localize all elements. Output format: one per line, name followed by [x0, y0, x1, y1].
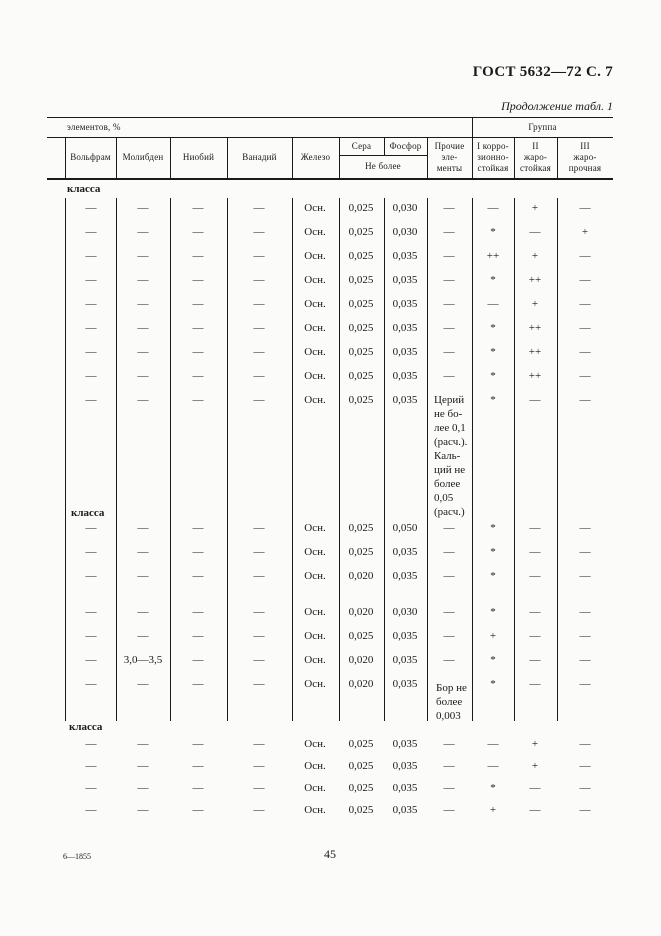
cell-other: —: [443, 522, 455, 534]
cell-phosphorus: 0,035: [392, 394, 418, 406]
cell-molybdenum: —: [137, 226, 149, 238]
header-sulfur: Сера: [351, 141, 372, 151]
cell-group3: —: [579, 782, 591, 794]
cell-sulfur: 0,025: [348, 226, 374, 238]
cell-vanadium: —: [253, 274, 265, 286]
cell-phosphorus: 0,035: [392, 782, 418, 794]
cell-vanadium: —: [253, 804, 265, 816]
cell-vanadium: —: [253, 298, 265, 310]
cell-tungsten: —: [85, 738, 97, 750]
header-niobium: Ниобий: [182, 152, 215, 162]
cell-niobium: —: [192, 346, 204, 358]
cell-group2: —: [529, 394, 541, 406]
cell-tungsten: —: [85, 394, 97, 406]
cell-niobium: —: [192, 606, 204, 618]
cell-group3: —: [579, 654, 591, 666]
cell-tungsten: —: [85, 606, 97, 618]
cell-molybdenum: —: [137, 370, 149, 382]
cell-sulfur: 0,025: [348, 546, 374, 558]
cell-niobium: —: [192, 226, 204, 238]
cell-phosphorus: 0,035: [392, 654, 418, 666]
header-tungsten: Вольфрам: [70, 152, 111, 162]
cell-niobium: —: [192, 522, 204, 534]
cell-niobium: —: [192, 274, 204, 286]
cell-sulfur: 0,025: [348, 298, 374, 310]
header-molybdenum: Молибден: [122, 152, 164, 162]
cell-molybdenum: —: [137, 630, 149, 642]
cell-group1: *: [490, 226, 496, 238]
cell-iron: Осн.: [304, 738, 326, 750]
cell-group1: *: [490, 370, 496, 382]
cell-phosphorus: 0,035: [392, 322, 418, 334]
cell-phosphorus: 0,035: [392, 346, 418, 358]
cell-group2: ++: [528, 370, 542, 382]
header-group3-2: жаро-: [573, 152, 597, 162]
cell-molybdenum: —: [137, 606, 149, 618]
cell-group2: +: [531, 202, 539, 214]
steel-composition-table: [47, 117, 613, 816]
cell-group2: ++: [528, 274, 542, 286]
cell-sulfur: 0,025: [348, 370, 374, 382]
cell-molybdenum: 3,0—3,5: [123, 654, 163, 666]
cell-sulfur: 0,025: [348, 202, 374, 214]
cell-iron: Осн.: [304, 370, 326, 382]
cell-tungsten: —: [85, 274, 97, 286]
cell-tungsten: —: [85, 570, 97, 582]
note-line: 0,003: [436, 710, 461, 722]
cell-group1: —: [487, 202, 499, 214]
cell-molybdenum: —: [137, 738, 149, 750]
cell-iron: Осн.: [304, 782, 326, 794]
cell-phosphorus: 0,035: [392, 370, 418, 382]
cell-group2: ++: [528, 346, 542, 358]
cell-molybdenum: —: [137, 274, 149, 286]
footer-page-number: 45: [324, 847, 336, 861]
cell-tungsten: —: [85, 522, 97, 534]
header-group2-3: стойкая: [520, 163, 551, 173]
cell-other: —: [443, 606, 455, 618]
cell-vanadium: —: [253, 630, 265, 642]
header-rule-s-p: [339, 155, 427, 156]
cell-tungsten: —: [85, 250, 97, 262]
cell-group1: —: [487, 738, 499, 750]
cell-group1: —: [487, 760, 499, 772]
cell-other: —: [443, 322, 455, 334]
cell-niobium: —: [192, 322, 204, 334]
cell-iron: Осн.: [304, 298, 326, 310]
cell-other: —: [443, 346, 455, 358]
cell-tungsten: —: [85, 346, 97, 358]
cell-group2: —: [529, 804, 541, 816]
cell-group3: —: [579, 738, 591, 750]
cell-group2: +: [531, 738, 539, 750]
cell-group2: —: [529, 630, 541, 642]
note-line: не бо-: [434, 408, 463, 420]
cell-group2: —: [529, 782, 541, 794]
note-line: 0,05: [434, 492, 454, 504]
cell-tungsten: —: [85, 782, 97, 794]
cell-group3: —: [579, 394, 591, 406]
cell-sulfur: 0,020: [348, 678, 374, 690]
cell-group3: —: [579, 322, 591, 334]
cell-molybdenum: —: [137, 394, 149, 406]
cell-iron: Осн.: [304, 546, 326, 558]
cell-tungsten: —: [85, 226, 97, 238]
cell-tungsten: —: [85, 678, 97, 690]
note-line: ций не: [434, 464, 466, 476]
cell-iron: Осн.: [304, 606, 326, 618]
cell-tungsten: —: [85, 654, 97, 666]
table-continuation-label: Продолжение табл. 1: [501, 99, 613, 113]
cell-group1: *: [490, 654, 496, 666]
cell-niobium: —: [192, 298, 204, 310]
cell-vanadium: —: [253, 370, 265, 382]
note-line: Бор не: [436, 682, 467, 694]
cell-phosphorus: 0,035: [392, 546, 418, 558]
cell-phosphorus: 0,035: [392, 630, 418, 642]
note-line: (расч.): [434, 506, 465, 518]
cell-group1: *: [490, 606, 496, 618]
header-group1-3: стойкая: [477, 163, 509, 173]
header-not-more: Не более: [365, 161, 401, 171]
cell-group1: *: [490, 346, 496, 358]
cell-group2: —: [529, 606, 541, 618]
cell-group3: —: [579, 298, 591, 310]
note-line: Каль-: [434, 450, 461, 462]
header-other-1: Прочие: [434, 141, 465, 151]
header-group3-1: III: [580, 141, 590, 151]
cell-molybdenum: —: [137, 250, 149, 262]
cell-niobium: —: [192, 250, 204, 262]
cell-group1: ++: [486, 250, 500, 262]
cell-group2: —: [529, 522, 541, 534]
cell-group2: —: [529, 678, 541, 690]
cell-other: —: [443, 630, 455, 642]
cell-molybdenum: —: [137, 782, 149, 794]
cell-group3: —: [579, 570, 591, 582]
cell-group3: —: [579, 250, 591, 262]
cell-niobium: —: [192, 202, 204, 214]
cell-iron: Осн.: [304, 394, 326, 406]
cell-phosphorus: 0,035: [392, 250, 418, 262]
cell-sulfur: 0,025: [348, 738, 374, 750]
cell-sulfur: 0,025: [348, 346, 374, 358]
cell-tungsten: —: [85, 370, 97, 382]
cell-molybdenum: —: [137, 804, 149, 816]
cell-sulfur: 0,025: [348, 630, 374, 642]
cell-group1: +: [489, 804, 497, 816]
page-header-title: ГОСТ 5632—72 С. 7: [472, 64, 613, 80]
cell-vanadium: —: [253, 782, 265, 794]
cell-group3: —: [579, 678, 591, 690]
cell-group1: *: [490, 522, 496, 534]
header-group3-3: прочная: [568, 163, 602, 173]
cell-sulfur: 0,025: [348, 250, 374, 262]
cell-other: —: [443, 298, 455, 310]
cell-vanadium: —: [253, 250, 265, 262]
cell-sulfur: 0,025: [348, 394, 374, 406]
cell-vanadium: —: [253, 322, 265, 334]
cell-phosphorus: 0,030: [392, 202, 418, 214]
cell-group2: +: [531, 298, 539, 310]
cell-niobium: —: [192, 804, 204, 816]
cell-molybdenum: —: [137, 346, 149, 358]
cell-vanadium: —: [253, 738, 265, 750]
cell-vanadium: —: [253, 654, 265, 666]
header-other-2: эле-: [441, 152, 458, 162]
cell-phosphorus: 0,030: [392, 226, 418, 238]
cell-iron: Осн.: [304, 226, 326, 238]
cell-tungsten: —: [85, 630, 97, 642]
header-group1-2: зионно-: [477, 152, 509, 162]
cell-other: —: [443, 202, 455, 214]
cell-iron: Осн.: [304, 630, 326, 642]
cell-other: —: [443, 274, 455, 286]
cell-other: —: [443, 250, 455, 262]
footer-order-code: 6—1855: [63, 852, 91, 861]
cell-vanadium: —: [253, 394, 265, 406]
cell-tungsten: —: [85, 202, 97, 214]
cell-group1: *: [490, 274, 496, 286]
cell-niobium: —: [192, 782, 204, 794]
cell-phosphorus: 0,035: [392, 678, 418, 690]
cell-molybdenum: —: [137, 298, 149, 310]
cell-sulfur: 0,025: [348, 804, 374, 816]
cell-niobium: —: [192, 738, 204, 750]
cell-sulfur: 0,020: [348, 654, 374, 666]
cell-molybdenum: —: [137, 546, 149, 558]
cell-vanadium: —: [253, 346, 265, 358]
cell-vanadium: —: [253, 226, 265, 238]
cell-group2: +: [531, 250, 539, 262]
cell-iron: Осн.: [304, 678, 326, 690]
cell-sulfur: 0,020: [348, 570, 374, 582]
cell-group3: —: [579, 346, 591, 358]
cell-niobium: —: [192, 654, 204, 666]
cell-group2: —: [529, 546, 541, 558]
cell-phosphorus: 0,035: [392, 760, 418, 772]
cell-phosphorus: 0,030: [392, 606, 418, 618]
header-group1-1: I корро-: [477, 141, 509, 151]
cell-group3: —: [579, 804, 591, 816]
cell-phosphorus: 0,035: [392, 274, 418, 286]
section-label: класса: [67, 183, 101, 195]
cell-other: —: [443, 738, 455, 750]
cell-group3: —: [579, 370, 591, 382]
note-line: (расч.).: [434, 436, 468, 448]
header-phosphorus: Фосфор: [389, 141, 422, 151]
cell-group3: —: [579, 760, 591, 772]
cell-sulfur: 0,025: [348, 760, 374, 772]
section-label: класса: [71, 507, 105, 519]
header-group2-1: II: [532, 141, 539, 151]
cell-vanadium: —: [253, 760, 265, 772]
note-line: более: [434, 478, 461, 490]
cell-other: —: [443, 546, 455, 558]
cell-other: —: [443, 654, 455, 666]
cell-vanadium: —: [253, 606, 265, 618]
cell-group2: ++: [528, 322, 542, 334]
cell-other: —: [443, 370, 455, 382]
cell-vanadium: —: [253, 678, 265, 690]
cell-group3: —: [579, 630, 591, 642]
cell-group3: +: [581, 226, 589, 238]
cell-iron: Осн.: [304, 522, 326, 534]
cell-vanadium: —: [253, 522, 265, 534]
cell-niobium: —: [192, 570, 204, 582]
cell-phosphorus: 0,035: [392, 298, 418, 310]
cell-vanadium: —: [253, 570, 265, 582]
header-rule-1: [47, 137, 613, 138]
cell-group1: *: [490, 678, 496, 690]
cell-other: —: [443, 782, 455, 794]
cell-vanadium: —: [253, 546, 265, 558]
cell-niobium: —: [192, 678, 204, 690]
cell-phosphorus: 0,035: [392, 738, 418, 750]
cell-group1: *: [490, 570, 496, 582]
cell-iron: Осн.: [304, 804, 326, 816]
cell-sulfur: 0,020: [348, 606, 374, 618]
cell-group1: *: [490, 782, 496, 794]
cell-group3: —: [579, 522, 591, 534]
cell-iron: Осн.: [304, 250, 326, 262]
cell-iron: Осн.: [304, 274, 326, 286]
cell-other: —: [443, 804, 455, 816]
header-iron: Железо: [300, 152, 331, 162]
cell-group3: —: [579, 546, 591, 558]
cell-molybdenum: —: [137, 522, 149, 534]
cell-vanadium: —: [253, 202, 265, 214]
cell-molybdenum: —: [137, 570, 149, 582]
cell-molybdenum: —: [137, 760, 149, 772]
cell-other: —: [443, 226, 455, 238]
cell-other: —: [443, 570, 455, 582]
cell-group2: —: [529, 654, 541, 666]
header-group2-2: жаро-: [523, 152, 548, 162]
note-cerium: [434, 393, 474, 519]
cell-group2: —: [529, 570, 541, 582]
cell-group2: +: [531, 760, 539, 772]
cell-iron: Осн.: [304, 570, 326, 582]
header-elements-pct: элементов, %: [67, 122, 121, 132]
header-bottom-rule: [47, 178, 613, 180]
cell-niobium: —: [192, 394, 204, 406]
cell-iron: Осн.: [304, 202, 326, 214]
cell-niobium: —: [192, 630, 204, 642]
cell-sulfur: 0,025: [348, 782, 374, 794]
cell-iron: Осн.: [304, 322, 326, 334]
header-group: Группа: [528, 122, 557, 132]
cell-niobium: —: [192, 546, 204, 558]
cell-tungsten: —: [85, 322, 97, 334]
cell-sulfur: 0,025: [348, 522, 374, 534]
cell-sulfur: 0,025: [348, 322, 374, 334]
cell-iron: Осн.: [304, 654, 326, 666]
section-label: класса: [69, 721, 103, 733]
cell-phosphorus: 0,035: [392, 804, 418, 816]
header-vanadium: Ванадий: [242, 152, 277, 162]
cell-group3: —: [579, 274, 591, 286]
cell-niobium: —: [192, 760, 204, 772]
cell-tungsten: —: [85, 804, 97, 816]
cell-group1: *: [490, 322, 496, 334]
cell-molybdenum: —: [137, 202, 149, 214]
note-line: более: [436, 696, 463, 708]
cell-group1: *: [490, 394, 496, 406]
cell-phosphorus: 0,050: [392, 522, 418, 534]
cell-group3: —: [579, 606, 591, 618]
cell-sulfur: 0,025: [348, 274, 374, 286]
note-line: лее 0,1: [434, 422, 466, 434]
cell-tungsten: —: [85, 546, 97, 558]
cell-niobium: —: [192, 370, 204, 382]
header-other-3: менты: [436, 163, 463, 173]
cell-tungsten: —: [85, 760, 97, 772]
cell-group3: —: [579, 202, 591, 214]
cell-group1: +: [489, 630, 497, 642]
cell-phosphorus: 0,035: [392, 570, 418, 582]
cell-molybdenum: —: [137, 322, 149, 334]
table-top-rule: [47, 117, 613, 118]
cell-tungsten: —: [85, 298, 97, 310]
cell-iron: Осн.: [304, 346, 326, 358]
note-line: Церий: [434, 394, 465, 406]
cell-iron: Осн.: [304, 760, 326, 772]
cell-group1: *: [490, 546, 496, 558]
cell-group2: —: [529, 226, 541, 238]
cell-other: —: [443, 760, 455, 772]
cell-group1: —: [487, 298, 499, 310]
cell-molybdenum: —: [137, 678, 149, 690]
